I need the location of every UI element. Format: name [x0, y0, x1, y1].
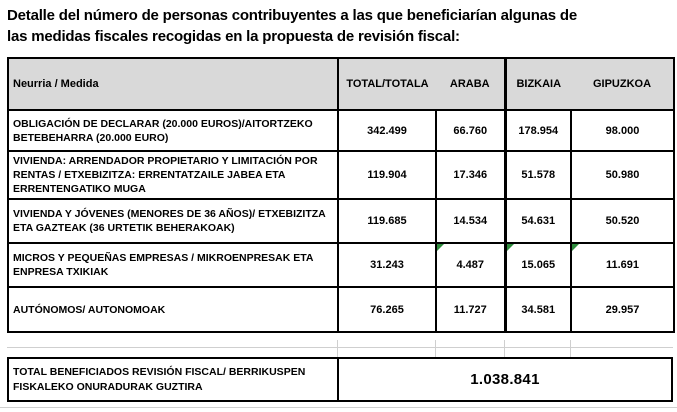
total-row-label-text: TOTAL BENEFICIADOS REVISIÓN FISCAL/ BERRIKUSPEN FISKALEKO ONURADURAK GUZTIRA: [13, 365, 306, 393]
row-label: OBLIGACIÓN DE DECLARAR (20.000 EUROS)/AITORTZEKO BETEBEHARRA (20.000 EURO): [8, 110, 338, 151]
header-araba: ARABA: [436, 58, 505, 110]
error-indicator-icon: [572, 244, 579, 251]
cell-gipuzkoa: 50.980: [571, 151, 674, 199]
row-label: AUTÓNOMOS/ AUTONOMOAK: [8, 287, 338, 332]
cell-gipuzkoa: 50.520: [571, 199, 674, 243]
cell-araba: 11.727: [436, 287, 505, 332]
cell-araba: [436, 243, 505, 287]
header-total: TOTAL/TOTALA: [338, 58, 436, 110]
gridline: [504, 340, 505, 357]
cell-value: 11.691: [605, 259, 640, 271]
page-title: [7, 5, 577, 47]
table-row-obligacion-declarar: [8, 110, 674, 151]
cell-araba: 17.346: [436, 151, 505, 199]
cell-total: 119.685: [338, 199, 436, 243]
header-bizkaia: BIZKAIA: [505, 58, 571, 110]
header-gipuzkoa: GIPUZKOA: [571, 58, 674, 110]
cell-bizkaia: 54.631: [505, 199, 571, 243]
cell-gipuzkoa: 98.000: [571, 110, 674, 151]
table-row-micros-empresas: [8, 243, 674, 287]
cell-bizkaia: 51.578: [505, 151, 571, 199]
table-row-vivienda-arrendador: [8, 151, 674, 199]
gridline: [0, 407, 677, 408]
cell-gipuzkoa: [571, 243, 674, 287]
page-title-line2: las medidas fiscales recogidas en la propuesta de revisión fiscal:: [7, 28, 460, 45]
cell-value: 15.065: [521, 259, 556, 271]
row-label: VIVIENDA Y JÓVENES (MENORES DE 36 AÑOS)/ ETXEBIZITZA ETA GAZTEAK (36 URTETIK BEHERAKOAK): [8, 199, 338, 243]
gridline: [435, 340, 436, 357]
total-row-label: [9, 359, 339, 400]
total-row: [7, 357, 673, 402]
total-row-value: 1.038.841: [470, 371, 540, 388]
error-indicator-icon: [507, 244, 514, 251]
cell-bizkaia: 178.954: [505, 110, 571, 151]
gridline: [337, 340, 338, 357]
table-header-row: [8, 58, 674, 110]
row-label: MICROS Y PEQUEÑAS EMPRESAS / MIKROENPRESAK ETA ENPRESA TXIKIAK: [8, 243, 338, 287]
gridline: [7, 347, 673, 348]
table-row-vivienda-jovenes: [8, 199, 674, 243]
header-measure: Neurria / Medida: [8, 58, 338, 110]
cell-total: 119.904: [338, 151, 436, 199]
cell-gipuzkoa: 29.957: [571, 287, 674, 332]
beneficiaries-table: [7, 57, 675, 333]
row-label: VIVIENDA: ARRENDADOR PROPIETARIO Y LIMITACIÓN POR RENTAS / ETXEBIZITZA: ERRENTATZAILE JABEA ETA ERRENTENGATIKO MUGA: [8, 151, 338, 199]
cell-bizkaia: 34.581: [505, 287, 571, 332]
cell-araba: 66.760: [436, 110, 505, 151]
gridline: [570, 340, 571, 357]
cell-value: 4.487: [456, 259, 485, 271]
cell-total: 31.243: [338, 243, 436, 287]
cell-total: 76.265: [338, 287, 436, 332]
cell-total: 342.499: [338, 110, 436, 151]
cell-araba: 14.534: [436, 199, 505, 243]
error-indicator-icon: [437, 244, 444, 251]
table-row-autonomos: [8, 287, 674, 332]
cell-bizkaia: [505, 243, 571, 287]
page-title-line1: Detalle del número de personas contribuyentes a las que beneficiarían algunas de: [7, 7, 578, 24]
